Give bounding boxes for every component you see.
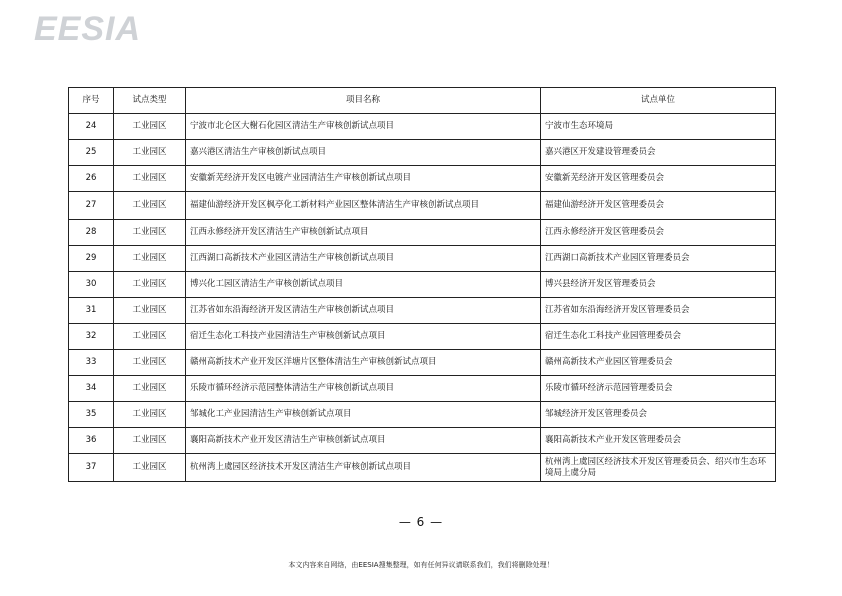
cell-project-name: 邹城化工产业园清洁生产审核创新试点项目 [186, 402, 541, 428]
table-row [69, 166, 776, 192]
cell-no: 29 [69, 246, 114, 272]
cell-pilot-unit: 江苏省如东沿海经济开发区管理委员会 [541, 298, 776, 324]
table-row [69, 192, 776, 220]
cell-no: 35 [69, 402, 114, 428]
cell-no: 33 [69, 350, 114, 376]
cell-project-name: 江西永修经济开发区清洁生产审核创新试点项目 [186, 220, 541, 246]
cell-type: 工业园区 [114, 140, 186, 166]
cell-project-name: 嘉兴港区清洁生产审核创新试点项目 [186, 140, 541, 166]
cell-pilot-unit: 博兴县经济开发区管理委员会 [541, 272, 776, 298]
cell-pilot-unit: 襄阳高新技术产业开发区管理委员会 [541, 428, 776, 454]
cell-pilot-unit: 安徽新芜经济开发区管理委员会 [541, 166, 776, 192]
header-type: 试点类型 [114, 88, 186, 114]
cell-project-name: 杭州湾上虞园区经济技术开发区清洁生产审核创新试点项目 [186, 454, 541, 482]
cell-pilot-unit: 邹城经济开发区管理委员会 [541, 402, 776, 428]
cell-no: 26 [69, 166, 114, 192]
header-pilot-unit: 试点单位 [541, 88, 776, 114]
cell-project-name: 乐陵市循环经济示范园整体清洁生产审核创新试点项目 [186, 376, 541, 402]
cell-pilot-unit: 宿迁生态化工科技产业园管理委员会 [541, 324, 776, 350]
cell-type: 工业园区 [114, 324, 186, 350]
cell-type: 工业园区 [114, 246, 186, 272]
cell-type: 工业园区 [114, 166, 186, 192]
cell-project-name: 江苏省如东沿海经济开发区清洁生产审核创新试点项目 [186, 298, 541, 324]
cell-type: 工业园区 [114, 350, 186, 376]
cell-type: 工业园区 [114, 220, 186, 246]
table-row [69, 350, 776, 376]
table-row [69, 376, 776, 402]
page-number: — 6 — [398, 515, 444, 529]
cell-pilot-unit: 福建仙游经济开发区管理委员会 [541, 192, 776, 220]
cell-no: 30 [69, 272, 114, 298]
table-row [69, 140, 776, 166]
cell-pilot-unit: 宁波市生态环境局 [541, 114, 776, 140]
cell-no: 25 [69, 140, 114, 166]
table-row [69, 298, 776, 324]
cell-project-name: 赣州高新技术产业开发区洋塘片区整体清洁生产审核创新试点项目 [186, 350, 541, 376]
cell-no: 28 [69, 220, 114, 246]
header-project-name: 项目名称 [186, 88, 541, 114]
table-row [69, 272, 776, 298]
table-row [69, 220, 776, 246]
cell-project-name: 福建仙游经济开发区枫亭化工新材料产业园区整体清洁生产审核创新试点项目 [186, 192, 541, 220]
cell-project-name: 宁波市北仑区大榭石化园区清洁生产审核创新试点项目 [186, 114, 541, 140]
footer-disclaimer: 本文内容来自网络，由EESIA搜集整理，如有任何异议请联系我们，我们将删除处理！ [288, 561, 554, 569]
cell-project-name: 安徽新芜经济开发区电镀产业园清洁生产审核创新试点项目 [186, 166, 541, 192]
cell-no: 27 [69, 192, 114, 220]
pilot-project-table [68, 87, 776, 482]
table-row [69, 428, 776, 454]
table-row [69, 246, 776, 272]
cell-pilot-unit: 乐陵市循环经济示范园管理委员会 [541, 376, 776, 402]
cell-type: 工业园区 [114, 454, 186, 482]
cell-no: 24 [69, 114, 114, 140]
cell-type: 工业园区 [114, 114, 186, 140]
cell-no: 34 [69, 376, 114, 402]
cell-project-name: 宿迁生态化工科技产业园清洁生产审核创新试点项目 [186, 324, 541, 350]
cell-no: 32 [69, 324, 114, 350]
cell-no: 31 [69, 298, 114, 324]
table-row [69, 454, 776, 482]
cell-project-name: 襄阳高新技术产业开发区清洁生产审核创新试点项目 [186, 428, 541, 454]
cell-type: 工业园区 [114, 402, 186, 428]
table-row [69, 324, 776, 350]
cell-type: 工业园区 [114, 272, 186, 298]
cell-type: 工业园区 [114, 376, 186, 402]
cell-no: 37 [69, 454, 114, 482]
cell-no: 36 [69, 428, 114, 454]
cell-project-name: 江西湖口高新技术产业园区清洁生产审核创新试点项目 [186, 246, 541, 272]
cell-type: 工业园区 [114, 192, 186, 220]
table-header-row [69, 88, 776, 114]
table-row [69, 402, 776, 428]
cell-pilot-unit: 赣州高新技术产业园区管理委员会 [541, 350, 776, 376]
cell-project-name: 博兴化工园区清洁生产审核创新试点项目 [186, 272, 541, 298]
cell-pilot-unit: 嘉兴港区开发建设管理委员会 [541, 140, 776, 166]
cell-type: 工业园区 [114, 428, 186, 454]
table-row [69, 114, 776, 140]
cell-pilot-unit: 江西永修经济开发区管理委员会 [541, 220, 776, 246]
eesia-logo: EESIA [34, 10, 142, 48]
cell-type: 工业园区 [114, 298, 186, 324]
header-no: 序号 [69, 88, 114, 114]
cell-pilot-unit: 江西湖口高新技术产业园区管理委员会 [541, 246, 776, 272]
cell-pilot-unit: 杭州湾上虞园区经济技术开发区管理委员会、绍兴市生态环境局上虞分局 [541, 454, 776, 482]
